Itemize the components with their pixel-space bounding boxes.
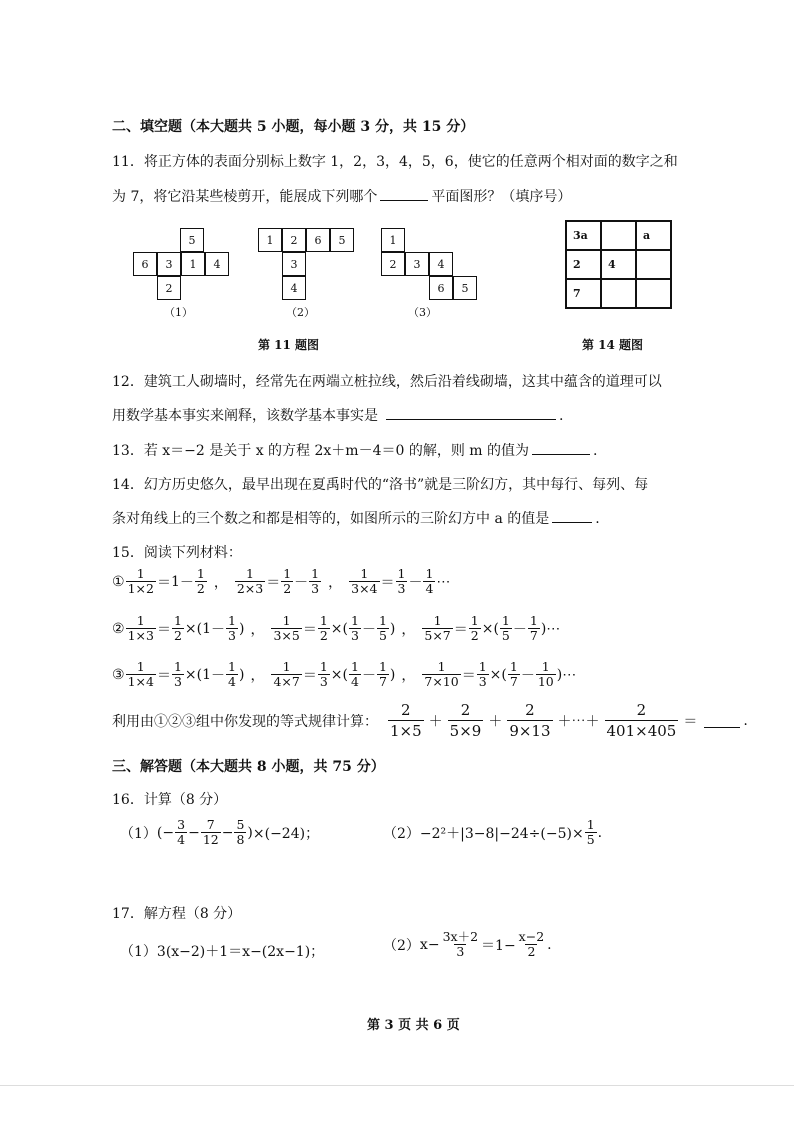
magic-cell: 4 <box>601 250 636 279</box>
net-cell: 2 <box>157 276 181 300</box>
q14-line1: 14．幻方历史悠久，最早出现在夏禹时代的“洛书”就是三阶幻方，其中每行、每列、每 <box>112 477 649 493</box>
magic-cell: 2 <box>566 250 601 279</box>
q16-title: 16．计算（8 分） <box>112 792 228 808</box>
q13-text: 13．若 x＝−2 是关于 x 的方程 2x＋m－4＝0 的解，则 m 的值为 <box>112 443 530 459</box>
net-cell: 6 <box>306 228 330 252</box>
q14-line2-text: 条对角线上的三个数之和都是相等的，如图所示的三阶幻方中 a 的值是 <box>112 511 550 527</box>
q13-line <box>112 440 597 460</box>
answer-blank-q13[interactable] <box>532 440 590 455</box>
net-label: （3） <box>408 306 437 319</box>
q17-part1: （1）3(x−2)＋1＝x−(2x−1)； <box>120 944 325 960</box>
net-cell: 6 <box>429 276 453 300</box>
net-cell: 5 <box>330 228 354 252</box>
net-cell: 4 <box>429 252 453 276</box>
net-cell: 3 <box>157 252 181 276</box>
magic-cell: a <box>636 221 671 250</box>
net-cell: 3 <box>405 252 429 276</box>
net-label: （1） <box>164 306 193 319</box>
magic-cell <box>636 250 671 279</box>
magic-cell <box>601 279 636 308</box>
page-number: 第 3 页 共 6 页 <box>367 1018 460 1033</box>
answer-blank-q11[interactable] <box>380 186 428 201</box>
magic-cell <box>601 221 636 250</box>
net-cell: 3 <box>282 252 306 276</box>
q17-title: 17．解方程（8 分） <box>112 906 242 922</box>
magic-cell <box>636 279 671 308</box>
magic-square <box>565 220 672 309</box>
bottom-divider <box>0 1085 794 1086</box>
circled-three: ③ <box>112 666 125 683</box>
section-heading-solve: 三、解答题（本大题共 8 小题，共 75 分） <box>112 759 385 775</box>
net-label: （2） <box>286 306 315 319</box>
net-cell: 1 <box>381 228 405 252</box>
q12-line2-text: 用数学基本事实来阐释，该数学基本事实是 <box>112 408 378 424</box>
magic-cell: 7 <box>566 279 601 308</box>
q16-part1: （1） (− $\frac{3}{4}$ − $\frac{7}{12}$ − $\frac{5}{8}$ ) ×(−24)； <box>120 817 320 847</box>
q11-line1: 11．将正方体的表面分别标上数字 1，2，3，4，5，6，使它的任意两个相对面的数字之和 <box>112 154 678 170</box>
q12-line1: 12．建筑工人砌墙时，经常先在两端立桩拉线，然后沿着线砌墙，这其中蕴含的道理可以 <box>112 374 662 390</box>
circled-one: ① <box>112 573 125 590</box>
net-cell: 1 <box>258 228 282 252</box>
figure-caption-q14: 第 14 题图 <box>582 338 644 352</box>
q15-intro: 15．阅读下列材料： <box>112 545 242 561</box>
q12-end: . <box>559 408 564 424</box>
q16-part2: （2）−2²＋|3−8|−24÷(−5)× $\frac{1}{5}$ . <box>383 817 603 847</box>
q12-line2 <box>112 405 563 425</box>
net-cell: 1 <box>181 252 205 276</box>
net-cell: 2 <box>282 228 306 252</box>
circled-two: ② <box>112 620 125 637</box>
answer-blank-q15[interactable] <box>704 713 740 728</box>
q13-end: . <box>593 443 598 459</box>
q14-end: . <box>595 511 600 527</box>
net-cell: 5 <box>180 228 204 252</box>
net-cell: 2 <box>381 252 405 276</box>
net-cell: 6 <box>133 252 157 276</box>
q15-material-3: ③ $\frac{1}{1\times 4}$ ＝ $\frac{1}{3}$ × ( 1 － $\frac{1}{4}$ ) ， $\frac{1}{4\times 7}$ ＝ $\frac{1}{3}$ × ( $\frac{1}{4}$ － $\frac{1}{7}$ ) ， $\frac{1}{7\times 10}$ ＝ $\frac{1}{3}$ × ( $\frac{1}{7}$ － $\frac{1}{10}$ ) ⋯ <box>112 659 577 689</box>
q15-material-1: ① $\frac{1}{1\times 2}$ ＝ 1 － $\frac{1}{2}$ ， $\frac{1}{2\times 3}$ ＝ $\frac{1}{2}$ － $\frac{1}{3}$ ， $\frac{1}{3\times 4}$ ＝ $\frac{1}{3}$ － $\frac{1}{4}$ ⋯ <box>112 566 451 596</box>
answer-blank-q12[interactable] <box>386 405 556 420</box>
q17-part2: （2） x− $\frac{3x+2}{3}$ ＝1− $\frac{x-2}{2}$ . <box>383 929 552 959</box>
q15-calculation: 利用由①②③组中你发现的等式规律计算： $\frac{2}{1\times 5}$ ＋ $\frac{2}{5\times 9}$ ＋ $\frac{2}{9\times 13}$ ＋⋯＋ $\frac{2}{401\times 405}$ ＝ . <box>112 701 748 740</box>
q14-line2 <box>112 508 600 528</box>
figure-caption-q11: 第 11 题图 <box>258 338 320 352</box>
answer-blank-q14[interactable] <box>552 508 592 523</box>
net-cell: 4 <box>205 252 229 276</box>
net-cell: 5 <box>453 276 477 300</box>
magic-cell: 3a <box>566 221 601 250</box>
q11-line2 <box>112 186 571 206</box>
q11-line2-a: 为 7，将它沿某些棱剪开，能展成下列哪个 <box>112 189 378 205</box>
q15-material-2: ② $\frac{1}{1\times 3}$ ＝ $\frac{1}{2}$ × ( 1 － $\frac{1}{3}$ ) ， $\frac{1}{3\times 5}$ ＝ $\frac{1}{2}$ × ( $\frac{1}{3}$ － $\frac{1}{5}$ ) ， $\frac{1}{5\times 7}$ ＝ $\frac{1}{2}$ × ( $\frac{1}{5}$ － $\frac{1}{7}$ ) ⋯ <box>112 613 561 643</box>
section-heading-fill-in: 二、填空题（本大题共 5 小题，每小题 3 分，共 15 分） <box>112 119 475 135</box>
net-cell: 4 <box>282 276 306 300</box>
q15-calc-lead: 利用由①②③组中你发现的等式规律计算： <box>112 713 378 730</box>
q11-line2-b: 平面图形？（填序号） <box>431 189 572 205</box>
